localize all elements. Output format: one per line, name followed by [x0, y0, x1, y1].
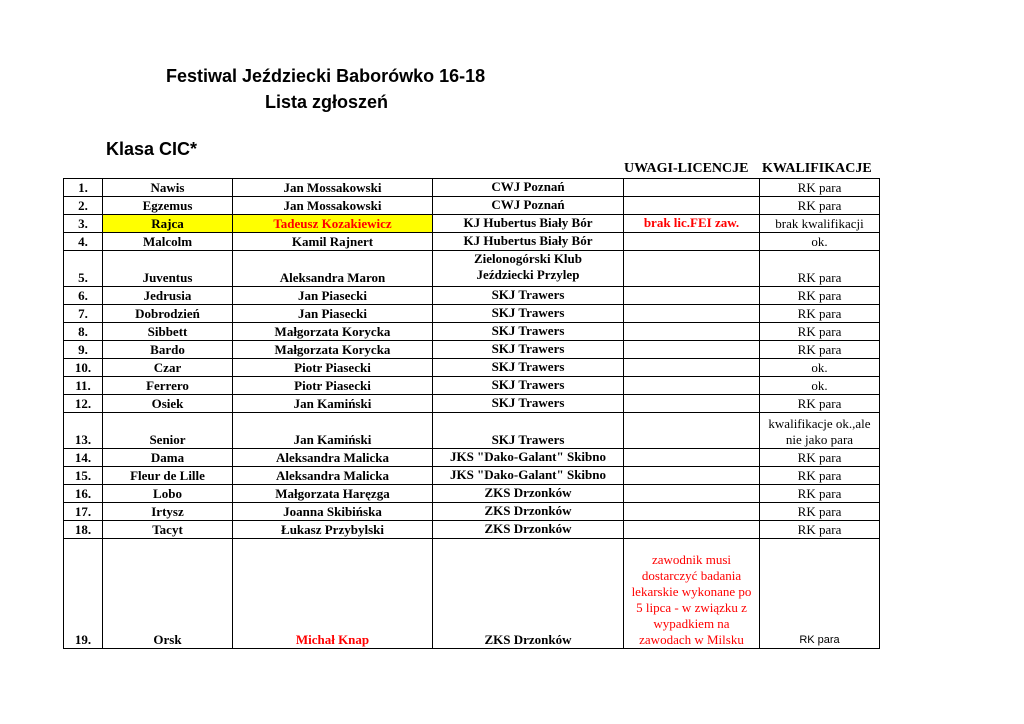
remarks	[624, 179, 760, 197]
horse-name: Orsk	[103, 539, 233, 649]
horse-name: Sibbett	[103, 323, 233, 341]
rider-name: Małgorzata Korycka	[233, 323, 433, 341]
rider-name: Łukasz Przybylski	[233, 521, 433, 539]
horse-name: Dama	[103, 449, 233, 467]
horse-name: Malcolm	[103, 233, 233, 251]
club-name: SKJ Trawers	[433, 287, 624, 305]
row-number: 14.	[64, 449, 103, 467]
horse-name: Osiek	[103, 395, 233, 413]
remarks	[624, 413, 760, 449]
horse-name: Ferrero	[103, 377, 233, 395]
rider-name: Jan Mossakowski	[233, 197, 433, 215]
row-number: 17.	[64, 503, 103, 521]
qualification: RK para	[760, 197, 880, 215]
table-row	[64, 251, 880, 287]
rider-name: Michał Knap	[233, 539, 433, 649]
qualification: RK para	[760, 467, 880, 485]
table-row	[64, 215, 880, 233]
qualification	[760, 413, 880, 449]
row-number: 6.	[64, 287, 103, 305]
table-row	[64, 341, 880, 359]
remarks	[624, 539, 760, 649]
row-number: 8.	[64, 323, 103, 341]
table-row	[64, 323, 880, 341]
remarks-line: zawodach w Milsku	[639, 632, 744, 647]
rider-name: Jan Mossakowski	[233, 179, 433, 197]
rider-name: Jan Piasecki	[233, 287, 433, 305]
row-number: 7.	[64, 305, 103, 323]
horse-name: Jedrusia	[103, 287, 233, 305]
qualification: RK para	[760, 251, 880, 287]
club-name: SKJ Trawers	[433, 359, 624, 377]
rider-name: Piotr Piasecki	[233, 377, 433, 395]
club-name: ZKS Drzonków	[433, 539, 624, 649]
document-subtitle: Lista zgłoszeń	[265, 92, 389, 112]
qualification: RK para	[760, 539, 880, 649]
table-row	[64, 449, 880, 467]
club-name: SKJ Trawers	[433, 341, 624, 359]
rider-name: Joanna Skibińska	[233, 503, 433, 521]
club-name: SKJ Trawers	[433, 413, 624, 449]
table-row	[64, 377, 880, 395]
row-number: 15.	[64, 467, 103, 485]
rider-name: Piotr Piasecki	[233, 359, 433, 377]
remarks	[624, 197, 760, 215]
rider-name: Aleksandra Malicka	[233, 467, 433, 485]
qualification: ok.	[760, 359, 880, 377]
row-number: 13.	[64, 413, 103, 449]
horse-name: Nawis	[103, 179, 233, 197]
table-row	[64, 521, 880, 539]
row-number: 19.	[64, 539, 103, 649]
remarks	[624, 341, 760, 359]
club-name	[433, 251, 624, 287]
rider-name: Jan Piasecki	[233, 305, 433, 323]
table-row	[64, 539, 880, 649]
qualification: ok.	[760, 233, 880, 251]
table-row	[64, 197, 880, 215]
horse-name: Fleur de Lille	[103, 467, 233, 485]
remarks-line: dostarczyć badania	[641, 568, 742, 583]
row-number: 10.	[64, 359, 103, 377]
remarks	[624, 377, 760, 395]
club-name: CWJ Poznań	[433, 197, 624, 215]
remarks	[624, 251, 760, 287]
document-title: Festiwal Jeździecki Baborówko 16-18	[166, 66, 486, 86]
table-row	[64, 287, 880, 305]
horse-name: Czar	[103, 359, 233, 377]
club-name: SKJ Trawers	[433, 377, 624, 395]
row-number: 11.	[64, 377, 103, 395]
club-name: ZKS Drzonków	[433, 503, 624, 521]
qualification: RK para	[760, 395, 880, 413]
rider-name: Jan Kamiński	[233, 395, 433, 413]
row-number: 5.	[64, 251, 103, 287]
club-name: JKS "Dako-Galant" Skibno	[433, 467, 624, 485]
rider-name: Aleksandra Maron	[233, 251, 433, 287]
qualification: RK para	[760, 341, 880, 359]
table-row	[64, 503, 880, 521]
club-name: SKJ Trawers	[433, 305, 624, 323]
row-number: 18.	[64, 521, 103, 539]
club-name: JKS "Dako-Galant" Skibno	[433, 449, 624, 467]
rider-name: Tadeusz Kozakiewicz	[233, 215, 433, 233]
qualification: RK para	[760, 287, 880, 305]
horse-name: Bardo	[103, 341, 233, 359]
horse-name: Juventus	[103, 251, 233, 287]
table-row	[64, 395, 880, 413]
club-name: SKJ Trawers	[433, 395, 624, 413]
horse-name: Dobrodzień	[103, 305, 233, 323]
rider-name: Aleksandra Malicka	[233, 449, 433, 467]
qualification: ok.	[760, 377, 880, 395]
remarks	[624, 233, 760, 251]
club-name: ZKS Drzonków	[433, 521, 624, 539]
qualification: RK para	[760, 179, 880, 197]
rider-name: Małgorzata Haręzga	[233, 485, 433, 503]
remarks-line: 5 lipca - w związku z	[636, 600, 747, 615]
table-row	[64, 359, 880, 377]
remarks	[624, 485, 760, 503]
horse-name: Egzemus	[103, 197, 233, 215]
qualification: RK para	[760, 305, 880, 323]
row-number: 9.	[64, 341, 103, 359]
remarks-line: zawodnik musi	[651, 552, 732, 567]
remarks	[624, 287, 760, 305]
row-number: 4.	[64, 233, 103, 251]
club-name-line: Jeździecki Przylep	[476, 267, 580, 282]
class-label: Klasa CIC*	[106, 139, 198, 159]
qualification: brak kwalifikacji	[760, 215, 880, 233]
club-name: KJ Hubertus Biały Bór	[433, 215, 624, 233]
qualification: RK para	[760, 485, 880, 503]
qualification: RK para	[760, 449, 880, 467]
remarks	[624, 395, 760, 413]
remarks	[624, 521, 760, 539]
horse-name: Lobo	[103, 485, 233, 503]
club-name: KJ Hubertus Biały Bór	[433, 233, 624, 251]
horse-name: Tacyt	[103, 521, 233, 539]
remarks	[624, 359, 760, 377]
club-name: ZKS Drzonków	[433, 485, 624, 503]
table-row	[64, 233, 880, 251]
remarks: brak lic.FEI zaw.	[624, 215, 760, 233]
table-row	[64, 485, 880, 503]
horse-name: Irtysz	[103, 503, 233, 521]
entries-table	[63, 178, 880, 649]
remarks	[624, 449, 760, 467]
row-number: 16.	[64, 485, 103, 503]
qualification: RK para	[760, 521, 880, 539]
remarks	[624, 323, 760, 341]
table-row	[64, 467, 880, 485]
club-name: CWJ Poznań	[433, 179, 624, 197]
remarks	[624, 305, 760, 323]
row-number: 2.	[64, 197, 103, 215]
horse-name: Rajca	[103, 215, 233, 233]
row-number: 12.	[64, 395, 103, 413]
remarks	[624, 503, 760, 521]
club-name-line: Zielonogórski Klub	[474, 251, 582, 266]
rider-name: Małgorzata Korycka	[233, 341, 433, 359]
remarks	[624, 467, 760, 485]
horse-name: Senior	[103, 413, 233, 449]
remarks-line: lekarskie wykonane po	[631, 584, 752, 599]
rider-name: Jan Kamiński	[233, 413, 433, 449]
table-row	[64, 179, 880, 197]
rider-name: Kamil Rajnert	[233, 233, 433, 251]
qualification: RK para	[760, 323, 880, 341]
table-row	[64, 305, 880, 323]
qualification: RK para	[760, 503, 880, 521]
header-uwagi: UWAGI-LICENCJE	[624, 161, 749, 176]
qualification-line: nie jako para	[785, 432, 854, 447]
remarks-line: wypadkiem na	[653, 616, 730, 631]
header-kwalifikacje: KWALIFIKACJE	[762, 161, 872, 176]
table-row	[64, 413, 880, 449]
row-number: 3.	[64, 215, 103, 233]
row-number: 1.	[64, 179, 103, 197]
club-name: SKJ Trawers	[433, 323, 624, 341]
qualification-line: kwalifikacje ok.,ale	[768, 416, 871, 431]
